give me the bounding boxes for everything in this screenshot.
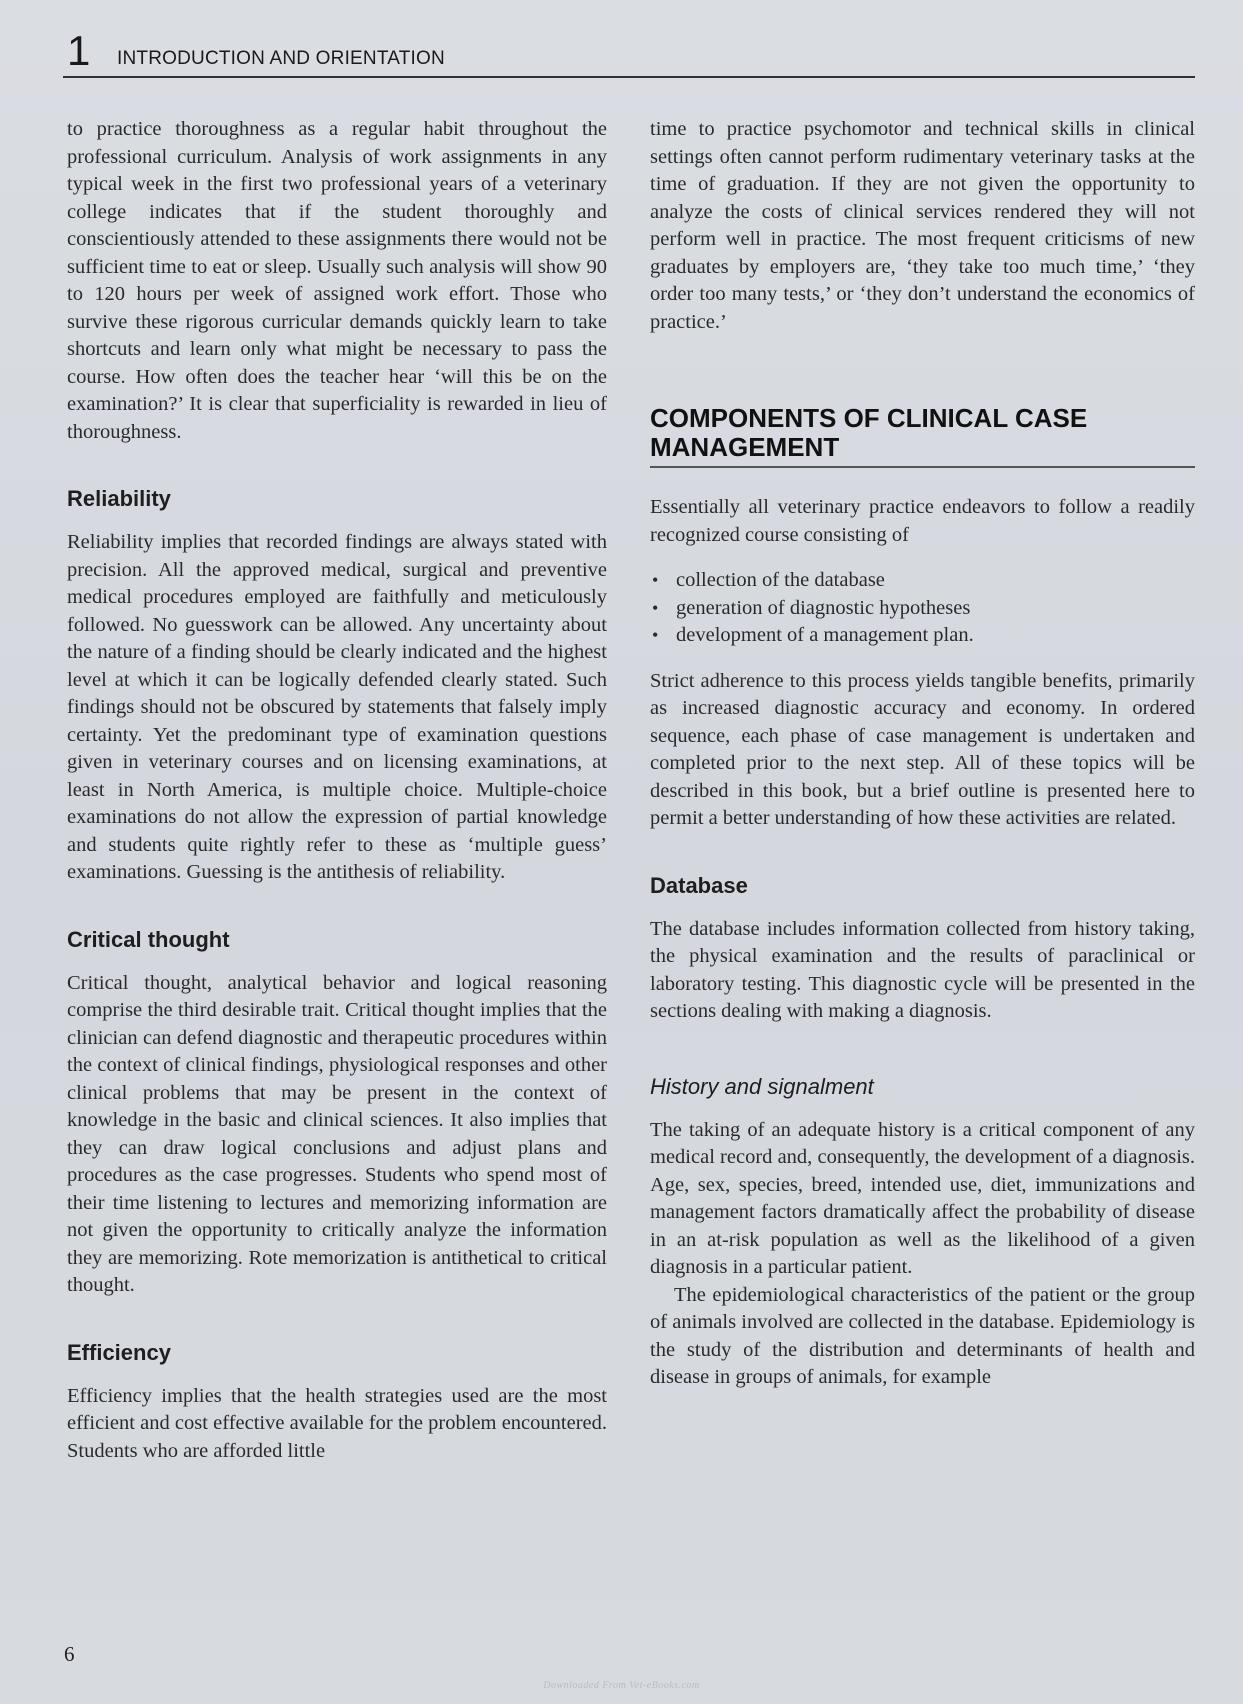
paragraph-history-2: The epidemiological characteristics of the patient or the group of animals involved are collected in the database. Epidemiology is the study of the distribution and determinants of health and disease in groups of animals, for example: [650, 1283, 1195, 1388]
running-header: [63, 28, 1195, 78]
chapter-number: 1: [67, 27, 91, 74]
list-item: • collection of the database: [650, 567, 1195, 595]
download-watermark: Downloaded From Vet-eBooks.com: [543, 1680, 700, 1691]
heading-critical-thought: Critical thought: [67, 926, 230, 952]
heading-reliability: Reliability: [67, 486, 171, 511]
paragraph-efficiency: Efficiency implies that the health strategies used are the most efficient and cost effective available for the problem encountered. Students who are afforded little: [67, 1384, 607, 1462]
continuation-paragraph: time to practice psychomotor and technical skills in clinical settings often cannot perform rudimentary veterinary tasks at the time of graduation. If they are not given the opportunity to analyze the costs of clinical services rendered they will not perform well in practice. The most frequent criticisms of new graduates by employers are, ‘they take too much time,’ ‘they order too many tests,’ or ‘they don’t understand the economics of practice.’: [650, 118, 1195, 333]
paragraph-database: The database includes information collected from history taking, the physical examination and the results of paraclinical or laboratory testing. This diagnostic cycle will be presented in the sections dealing with making a diagnosis.: [650, 917, 1195, 1022]
section-heading-components: COMPONENTS OF CLINICAL CASE MANAGEMENT: [650, 404, 1195, 468]
page-number: 6: [64, 1642, 75, 1666]
paragraph-critical-thought: Critical thought, analytical behavior and logical reasoning comprise the third desirable trait. Critical thought implies that the clinician can defend diagnostic and therapeutic procedures within the context of clinical findings, physiological responses and other clinical problems that may be present in the context of knowledge in the basic and clinical sciences. It also implies that they can draw logical conclusions and adjust plans and procedures as the case progresses. Students who spend most of their time listening to lectures and memorizing information are not given the opportunity to critically analyze the information they are memorizing. Rote memorization is antithetical to critical thought.: [67, 971, 607, 1296]
paragraph-reliability: Reliability implies that recorded findings are always stated with precision. All the approved medical, surgical and preventive medical procedures employed are faithfully and meticulously followed. No guesswork can be allowed. Any uncertainty about the nature of a finding should be clearly indicated and the highest level at which it can be logically defended clearly stated. Such findings should not be obscured by statements that falsely imply certainty. Yet the predominant type of examination questions given in veterinary courses and on licensing examinations, at least in North America, is multiple choice. Multiple-choice examinations do not allow the expression of partial knowledge and students quite rightly refer to these as ‘multiple guess’ examinations. Guessing is the antithesis of reliability.: [67, 531, 607, 883]
left-column: [67, 116, 607, 1465]
right-column: [650, 116, 1195, 1392]
heading-history-signalment: History and signalment: [650, 1073, 874, 1099]
list-item: • generation of diagnostic hypotheses: [650, 595, 1195, 623]
chapter-title: INTRODUCTION AND ORIENTATION: [117, 48, 445, 69]
components-bullet-list: [650, 567, 1195, 650]
heading-database: Database: [650, 872, 748, 898]
heading-efficiency: Efficiency: [67, 1339, 171, 1365]
paragraph-history-1: The taking of an adequate history is a critical component of any medical record and, consequently, the development of a diagnosis. Age, sex, species, breed, intended use, diet, immunizations and management factors dramatically affect the probability of disease in an at-risk population as well as the likelihood of a given diagnosis in a particular patient.: [650, 1118, 1195, 1278]
paragraph-adherence: Strict adherence to this process yields tangible benefits, primarily as increased diagnostic accuracy and economy. In ordered sequence, each phase of case management is undertaken and completed prior to the next step. All of these topics will be described in this book, but a brief outline is presented here to permit a better understanding of how these activities are related.: [650, 669, 1195, 829]
intro-paragraph: to practice thoroughness as a regular habit throughout the professional curriculum. Analysis of work assignments in any typical week in the first two professional years of a veterinary college indicates that if the student thoroughly and conscientiously attended to these assignments there would not be sufficient time to eat or sleep. Usually such analysis will show 90 to 120 hours per week of assigned work effort. Those who survive these rigorous curricular demands quickly learn to take shortcuts and learn only what might be necessary to pass the course. How often does the teacher hear ‘will this be on the examination?’ It is clear that superficiality is rewarded in lieu of thoroughness.: [67, 118, 607, 443]
list-item: • development of a management plan.: [650, 622, 1195, 650]
paragraph-components-intro: Essentially all veterinary practice endeavors to follow a readily recognized course consisting of: [650, 496, 1195, 546]
